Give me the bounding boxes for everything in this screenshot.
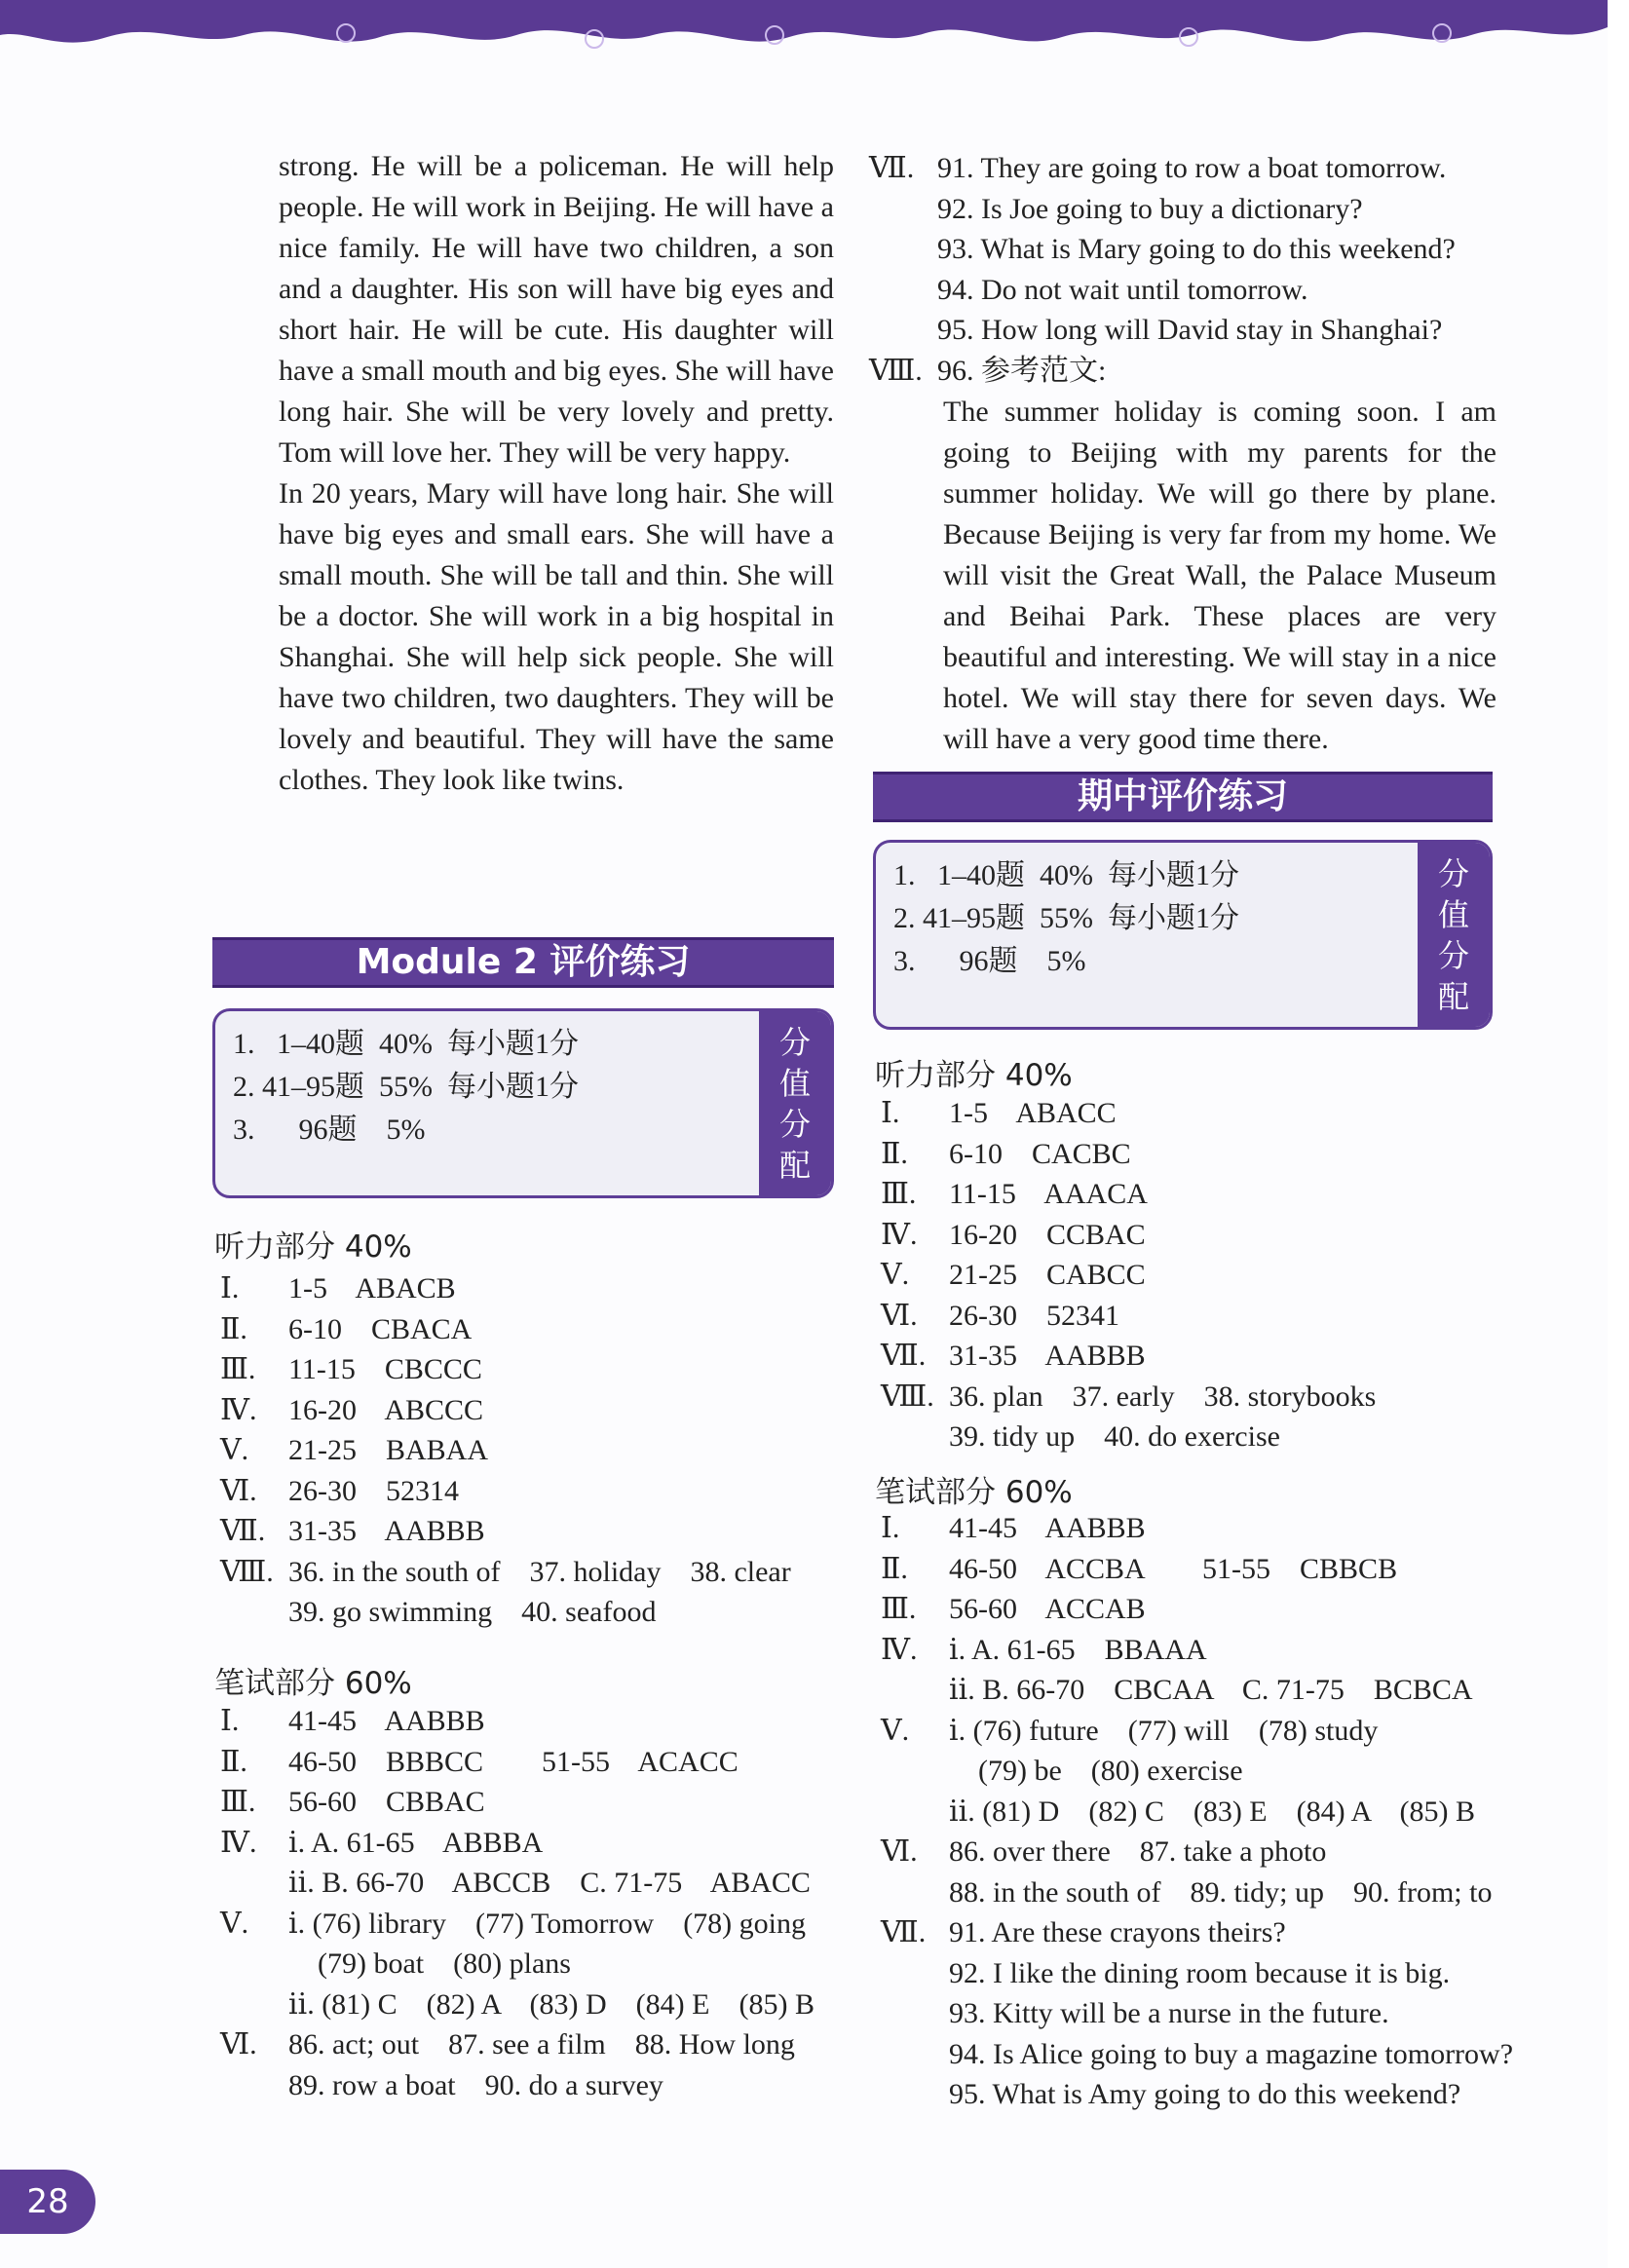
answer-row bbox=[881, 1549, 1524, 1590]
answer-number bbox=[881, 1872, 949, 1913]
answer-text: 16-20 ABCCC bbox=[288, 1393, 484, 1426]
answer-row bbox=[881, 1417, 1504, 1457]
answer-row bbox=[220, 1390, 844, 1431]
answer-row bbox=[881, 1630, 1524, 1671]
answer-number bbox=[881, 1670, 949, 1711]
answer-text: ⅰ. A. 61-65 BBAAA bbox=[949, 1633, 1207, 1666]
answer-row bbox=[220, 1309, 844, 1350]
answer-row bbox=[220, 1268, 844, 1309]
essay-paragraph-2: In 20 years, Mary will have long hair. She will have big eyes and small ears. She will have a small mouth. She will be tall and thin. She will be a doctor. She will work in a big hospital in Shanghai. She will help sick people. She will have two children, two daughters. They will be lovely and beautiful. They will have the same clothes. They look like twins. bbox=[279, 477, 834, 796]
answer-text: ⅱ. (81) D (82) C (83) E (84) A (85) B bbox=[949, 1795, 1475, 1828]
answer-text: 16-20 CCBAC bbox=[949, 1218, 1146, 1251]
answer-number: Ⅴ. bbox=[881, 1714, 910, 1747]
answer-number: Ⅱ. bbox=[220, 1312, 247, 1345]
module2-writing-answers bbox=[220, 1701, 844, 2105]
answer-number bbox=[869, 310, 937, 351]
answer-row bbox=[220, 2024, 844, 2065]
answer-number: Ⅱ. bbox=[881, 1552, 908, 1585]
midterm-writing-heading: 笔试部分 60% bbox=[875, 1475, 1073, 1510]
answer-row bbox=[220, 1349, 844, 1390]
answer-text: 39. tidy up 40. do exercise bbox=[949, 1420, 1280, 1453]
answer-number: Ⅴ. bbox=[220, 1907, 249, 1940]
answer-number: Ⅵ. bbox=[220, 2028, 257, 2060]
midterm-writing-answers bbox=[881, 1508, 1524, 2115]
page-edge bbox=[1608, 0, 1629, 2268]
answer-row bbox=[220, 1823, 844, 1864]
answer-number: Ⅷ. bbox=[220, 1555, 274, 1588]
midterm-score-box bbox=[873, 840, 1493, 1030]
answer-row bbox=[881, 1751, 1524, 1792]
answer-row bbox=[869, 189, 1502, 230]
answer-text: ⅱ. (81) C (82) A (83) D (84) E (85) B bbox=[288, 1987, 814, 2021]
answer-text: 92. I like the dining room because it is big. bbox=[949, 1956, 1451, 1989]
answer-row bbox=[220, 1471, 844, 1512]
answer-row bbox=[869, 351, 1502, 392]
score-allocation-tab: 分 值 分 配 bbox=[759, 1011, 831, 1195]
answer-text: 11-15 AAACA bbox=[949, 1178, 1148, 1210]
answer-row bbox=[881, 1134, 1504, 1175]
answer-text: ⅱ. B. 66-70 ABCCB C. 71-75 ABACC bbox=[288, 1867, 811, 1899]
answer-row bbox=[220, 1511, 844, 1552]
answer-number: Ⅲ. bbox=[881, 1593, 917, 1625]
module2-score-box bbox=[212, 1008, 834, 1198]
answer-number: Ⅵ. bbox=[220, 1474, 257, 1507]
answer-number: Ⅵ. bbox=[881, 1299, 918, 1332]
answer-row bbox=[881, 1792, 1524, 1833]
midterm-title-banner bbox=[873, 772, 1493, 822]
answer-row bbox=[881, 1670, 1524, 1711]
answer-number: Ⅰ. bbox=[881, 1097, 900, 1129]
score-row: 1. 1–40题 40% 每小题1分 bbox=[233, 1028, 579, 1060]
answer-text: ⅰ. (76) future (77) will (78) study bbox=[949, 1714, 1379, 1747]
answer-number bbox=[881, 1751, 949, 1792]
answer-row bbox=[220, 1592, 844, 1633]
module1-sentence-answers bbox=[869, 148, 1502, 391]
answer-number: Ⅳ. bbox=[220, 1826, 257, 1859]
answer-text: 46-50 BBBCC 51-55 ACACC bbox=[288, 1745, 739, 1778]
answer-number: Ⅴ. bbox=[220, 1434, 249, 1466]
score-row: 2. 41–95题 55% 每小题1分 bbox=[893, 902, 1239, 934]
answer-row bbox=[220, 1742, 844, 1783]
module2-title-banner bbox=[212, 937, 834, 988]
answer-number: Ⅳ. bbox=[881, 1633, 918, 1666]
answer-row bbox=[881, 1508, 1524, 1549]
answer-text: 26-30 52341 bbox=[949, 1299, 1119, 1332]
answer-text: 94. Is Alice going to buy a magazine tomorrow? bbox=[949, 2037, 1514, 2070]
answer-number: Ⅳ. bbox=[881, 1218, 918, 1251]
answer-number bbox=[220, 1863, 288, 1904]
answer-row bbox=[881, 1296, 1504, 1337]
answer-number bbox=[881, 2034, 949, 2075]
answer-text: 6-10 CACBC bbox=[949, 1137, 1131, 1170]
answer-text: 36. plan 37. early 38. storybooks bbox=[949, 1380, 1377, 1413]
answer-row bbox=[220, 1944, 844, 1984]
answer-number bbox=[220, 2065, 288, 2106]
module2-listening-answers bbox=[220, 1268, 844, 1633]
answer-row bbox=[220, 1552, 844, 1593]
answer-number: Ⅵ. bbox=[881, 1835, 918, 1868]
answer-number: Ⅰ. bbox=[881, 1512, 900, 1544]
answer-row bbox=[869, 229, 1502, 270]
answer-text: 96. 参考范文: bbox=[937, 354, 1107, 387]
answer-row bbox=[881, 1215, 1504, 1256]
answer-text: 36. in the south of 37. holiday 38. clear bbox=[288, 1555, 791, 1588]
answer-row bbox=[881, 1174, 1504, 1215]
answer-number bbox=[881, 1417, 949, 1457]
answer-text: 21-25 CABCC bbox=[949, 1259, 1146, 1291]
answer-text: 56-60 CBBAC bbox=[288, 1786, 485, 1818]
answer-row bbox=[869, 270, 1502, 311]
answer-number: Ⅶ. bbox=[220, 1515, 266, 1547]
answer-number bbox=[220, 1592, 288, 1633]
answer-text: 11-15 CBCCC bbox=[288, 1353, 482, 1385]
score-allocation-tab: 分 值 分 配 bbox=[1418, 843, 1490, 1027]
answer-row bbox=[881, 1711, 1524, 1752]
answer-row bbox=[881, 1993, 1524, 2034]
answer-row bbox=[881, 1336, 1504, 1377]
score-row: 1. 1–40题 40% 每小题1分 bbox=[893, 859, 1239, 891]
answer-row bbox=[881, 1832, 1524, 1872]
answer-text: 91. They are going to row a boat tomorrow. bbox=[937, 152, 1447, 184]
answer-text: 95. How long will David stay in Shanghai? bbox=[937, 314, 1443, 346]
answer-number bbox=[869, 270, 937, 311]
answer-text: 89. row a boat 90. do a survey bbox=[288, 2068, 663, 2101]
answer-row bbox=[869, 310, 1502, 351]
answer-text: 6-10 CBACA bbox=[288, 1312, 473, 1345]
answer-number: Ⅱ. bbox=[220, 1745, 247, 1778]
answer-number: Ⅰ. bbox=[220, 1705, 240, 1737]
module2-writing-heading: 笔试部分 60% bbox=[214, 1666, 412, 1701]
answer-number: Ⅲ. bbox=[220, 1786, 256, 1818]
module2-title: Module 2 评价练习 bbox=[356, 942, 691, 982]
answer-number: Ⅷ. bbox=[869, 354, 923, 387]
answer-text: 21-25 BABAA bbox=[288, 1434, 489, 1466]
answer-row bbox=[869, 148, 1502, 189]
answer-text: 93. Kitty will be a nurse in the future. bbox=[949, 1997, 1389, 2029]
answer-number: Ⅱ. bbox=[881, 1137, 908, 1170]
answer-number: Ⅶ. bbox=[869, 152, 915, 184]
midterm-listening-answers bbox=[881, 1093, 1504, 1457]
answer-text: 86. act; out 87. see a film 88. How long bbox=[288, 2028, 795, 2060]
answer-number: Ⅰ. bbox=[220, 1272, 240, 1304]
answer-row bbox=[220, 1430, 844, 1471]
answer-text: 93. What is Mary going to do this weekend? bbox=[937, 233, 1456, 265]
answer-text: ⅰ. A. 61-65 ABBBA bbox=[288, 1826, 544, 1859]
model-essay: The summer holiday is coming soon. I am going to Beijing with my parents for the summer holiday. We will go there by plane. Because Beijing is very far from my home. We will visit the Great Wall, the Palace Museum and Beihai Park. These places are very beautiful and interesting. We will stay in a nice hotel. We will stay there for seven days. We will have a very good time there. bbox=[943, 396, 1496, 755]
left-essay bbox=[279, 146, 834, 801]
answer-row bbox=[881, 1093, 1504, 1134]
answer-text: 31-35 AABBB bbox=[949, 1340, 1146, 1372]
answer-number bbox=[881, 1993, 949, 2034]
answer-number: Ⅴ. bbox=[881, 1259, 910, 1291]
answer-text: 91. Are these crayons theirs? bbox=[949, 1916, 1286, 1948]
answer-text: 39. go swimming 40. seafood bbox=[288, 1596, 657, 1628]
answer-text: 46-50 ACCBA 51-55 CBBCB bbox=[949, 1552, 1398, 1585]
answer-text: ⅰ. (76) library (77) Tomorrow (78) going bbox=[288, 1907, 807, 1940]
midterm-listening-heading: 听力部分 40% bbox=[875, 1058, 1073, 1093]
answer-row bbox=[881, 2034, 1524, 2075]
answer-row bbox=[881, 1912, 1524, 1953]
answer-row bbox=[881, 1589, 1524, 1630]
answer-text: ⅱ. B. 66-70 CBCAA C. 71-75 BCBCA bbox=[949, 1674, 1473, 1706]
answer-row bbox=[220, 1904, 844, 1945]
answer-text: 31-35 AABBB bbox=[288, 1515, 485, 1547]
answer-number: Ⅳ. bbox=[220, 1393, 257, 1426]
answer-text: (79) be (80) exercise bbox=[949, 1755, 1243, 1787]
answer-text: 86. over there 87. take a photo bbox=[949, 1835, 1327, 1868]
score-row: 3. 96题 5% bbox=[893, 945, 1086, 977]
answer-text: 26-30 52314 bbox=[288, 1474, 459, 1507]
answer-number bbox=[881, 1792, 949, 1833]
answer-number bbox=[220, 1984, 288, 2025]
answer-text: (79) boat (80) plans bbox=[288, 1947, 571, 1980]
answer-text: 95. What is Amy going to do this weekend? bbox=[949, 2078, 1461, 2110]
answer-number bbox=[869, 189, 937, 230]
answer-row bbox=[220, 2065, 844, 2106]
answer-text: 88. in the south of 89. tidy; up 90. from; to bbox=[949, 1875, 1493, 1909]
answer-number: Ⅲ. bbox=[881, 1178, 917, 1210]
answer-text: 41-45 AABBB bbox=[949, 1512, 1146, 1544]
answer-row bbox=[881, 2074, 1524, 2115]
answer-row bbox=[220, 1782, 844, 1823]
essay-paragraph-1: strong. He will be a policeman. He will help people. He will work in Beijing. He will have a nice family. He will have two children, a son and a daughter. His son will have big eyes and short hair. He will be cute. His daughter will have a small mouth and big eyes. She will have long hair. She will be very lovely and pretty. Tom will love her. They will be very happy. bbox=[279, 150, 834, 469]
answer-number: Ⅲ. bbox=[220, 1353, 256, 1385]
answer-row bbox=[220, 1984, 844, 2025]
answer-row bbox=[881, 1872, 1524, 1913]
midterm-title: 期中评价练习 bbox=[1077, 776, 1288, 816]
answer-row bbox=[881, 1377, 1504, 1418]
score-row: 3. 96题 5% bbox=[233, 1114, 426, 1146]
answer-number bbox=[869, 229, 937, 270]
answer-number: Ⅶ. bbox=[881, 1340, 927, 1372]
answer-text: 1-5 ABACC bbox=[949, 1097, 1117, 1129]
answer-row bbox=[881, 1953, 1524, 1994]
answer-number: Ⅷ. bbox=[881, 1380, 934, 1413]
answer-number bbox=[881, 1953, 949, 1994]
answer-text: 92. Is Joe going to buy a dictionary? bbox=[937, 192, 1363, 225]
answer-number bbox=[881, 2074, 949, 2115]
answer-row bbox=[220, 1863, 844, 1904]
answer-number: Ⅶ. bbox=[881, 1916, 927, 1948]
answer-text: 94. Do not wait until tomorrow. bbox=[937, 273, 1308, 306]
page-number: 28 bbox=[0, 2170, 95, 2234]
module2-listening-heading: 听力部分 40% bbox=[214, 1229, 412, 1265]
decorative-wave-header bbox=[0, 0, 1608, 58]
answer-number bbox=[220, 1944, 288, 1984]
answer-text: 1-5 ABACB bbox=[288, 1272, 456, 1304]
answer-row bbox=[881, 1255, 1504, 1296]
answer-text: 41-45 AABBB bbox=[288, 1705, 485, 1737]
score-row: 2. 41–95题 55% 每小题1分 bbox=[233, 1071, 579, 1103]
answer-row bbox=[220, 1701, 844, 1742]
answer-text: 56-60 ACCAB bbox=[949, 1593, 1146, 1625]
